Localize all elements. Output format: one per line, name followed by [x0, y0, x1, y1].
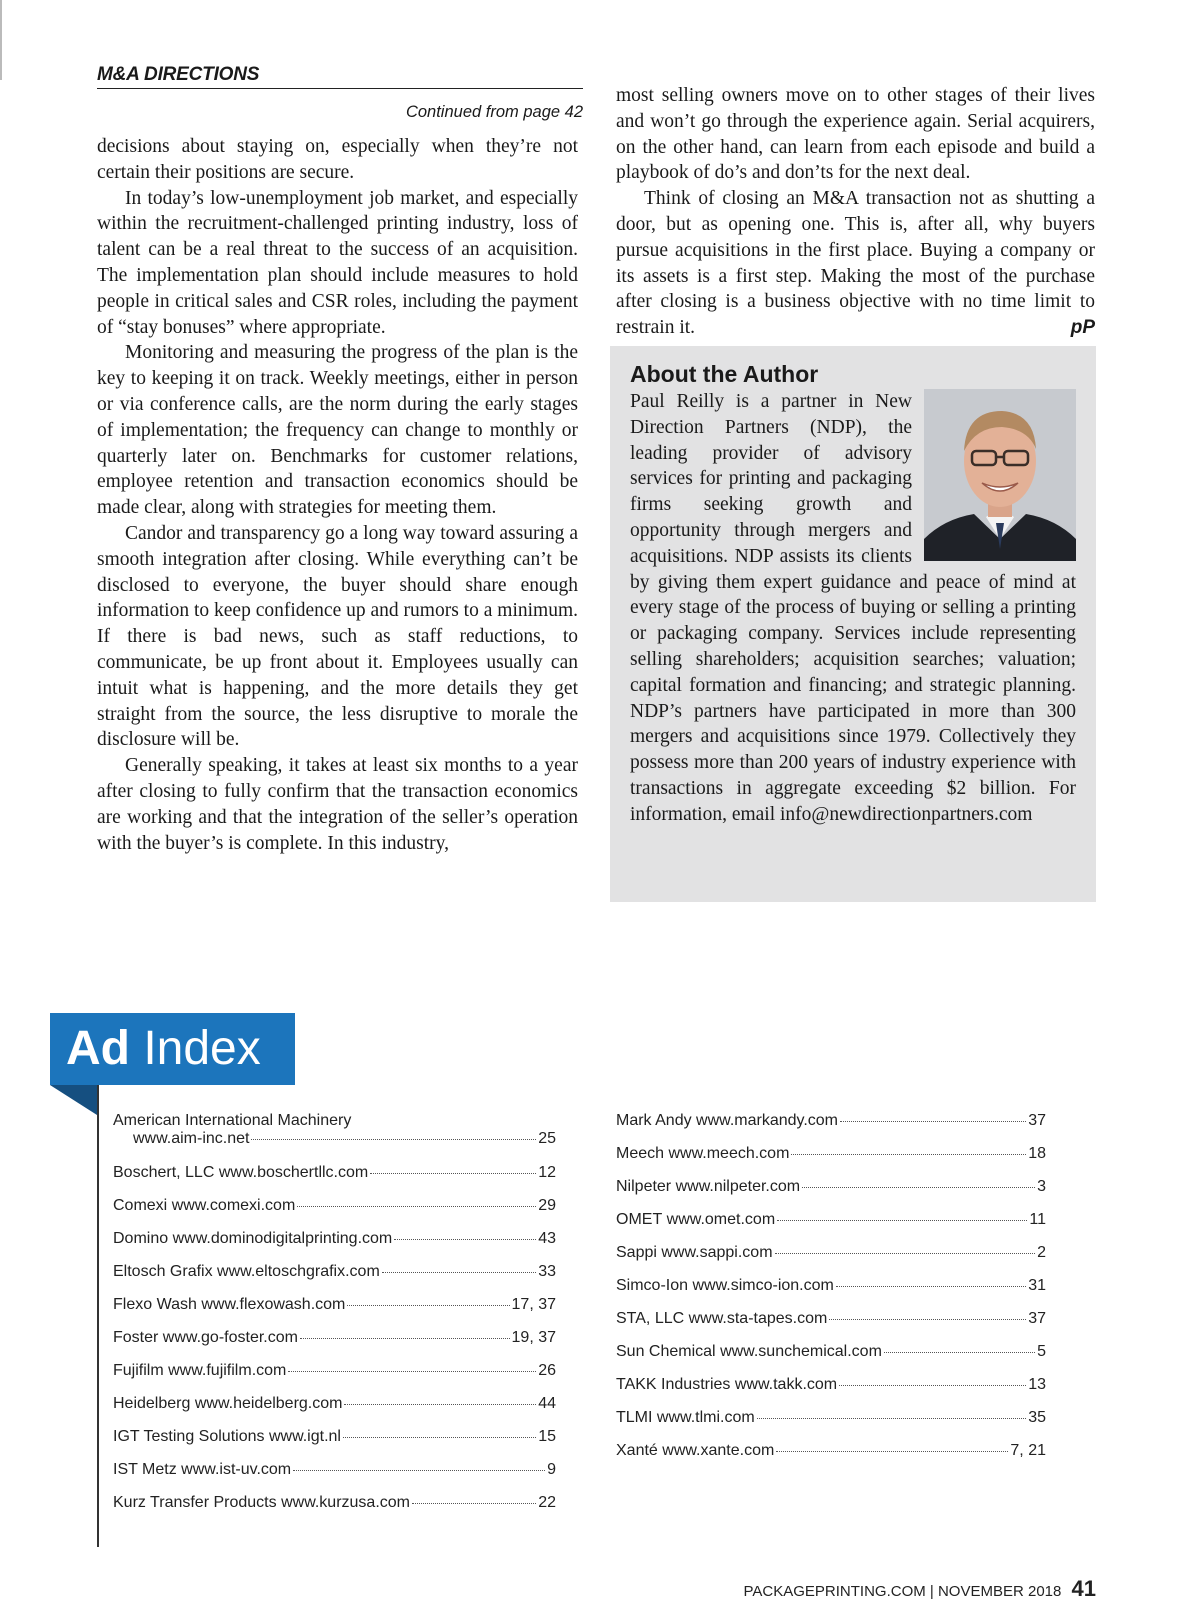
ad-index-title-light: Index [143, 1022, 261, 1075]
ad-entry-page: 35 [1028, 1409, 1046, 1426]
ad-entry-url: www.takk.com [734, 1376, 838, 1393]
ad-entry-name: Comexi [113, 1197, 168, 1214]
ad-entry-page: 29 [538, 1197, 556, 1214]
leader-dots [344, 1404, 536, 1405]
ad-entry-page: 11 [1029, 1211, 1046, 1228]
ad-entry-page: 22 [538, 1494, 556, 1511]
ad-entry-url: www.sappi.com [661, 1244, 773, 1261]
ad-entry-page: 37 [1028, 1112, 1046, 1129]
leader-dots [251, 1139, 536, 1140]
ad-entry-url: www.boschertllc.com [218, 1164, 369, 1181]
leader-dots [394, 1239, 536, 1240]
ad-entry [616, 1409, 1046, 1442]
article-paragraph: In today’s low-unemployment job market, and especially within the recruitment-challenged printing industry, loss of talent can be a real threat to the success of an acquisition. The implementation plan should include measures to hold people in critical sales and CSR roles, including the payment of “stay bonuses” where appropriate. [97, 187, 578, 338]
ad-entry-page: 44 [538, 1395, 556, 1412]
ad-entry-page: 3 [1037, 1178, 1046, 1195]
ad-entry-name: Xanté [616, 1442, 658, 1459]
ad-entry-page: 7, 21 [1010, 1442, 1046, 1459]
leader-dots [288, 1371, 536, 1372]
ad-entry-page: 12 [538, 1164, 556, 1181]
ad-entry-page: 26 [538, 1362, 556, 1379]
ad-entry-page: 9 [547, 1461, 556, 1478]
leader-dots [829, 1319, 1026, 1320]
ad-entry-name: Simco-Ion [616, 1277, 689, 1294]
ad-entry-name: IGT Testing Solutions [113, 1428, 265, 1445]
ad-entry-page: 37 [1028, 1310, 1046, 1327]
article-paragraph-text: Think of closing an M&A transaction not as shutting a door, but as opening one. This is, after all, why buyers pursue acquisitions in the first place. Buying a company or its assets is a first step. Making the most of the purchase after closing is a business objective with no time limit to restrain it. [616, 188, 1095, 339]
ad-entry-url: www.meech.com [668, 1145, 790, 1162]
leader-dots [791, 1154, 1026, 1155]
article-paragraph: Generally speaking, it takes at least six months to a year after closing to fully confirm that the transaction economics are working and that the integration of the seller’s operation with the buyer’s is complete. In this industry, [97, 755, 578, 854]
leader-dots [775, 1253, 1036, 1254]
ad-entry [113, 1230, 556, 1263]
ad-entry [616, 1211, 1046, 1244]
author-portrait [924, 389, 1076, 561]
leader-dots [370, 1173, 536, 1174]
ad-index-title-bold: Ad [66, 1022, 130, 1075]
ad-entry-name: TLMI [616, 1409, 653, 1426]
ad-entry [113, 1296, 556, 1329]
ad-entry [616, 1277, 1046, 1310]
ad-entry-url: www.tlmi.com [656, 1409, 755, 1426]
ad-entry-url: www.fujifilm.com [168, 1362, 287, 1379]
ad-entry-name: American International Machinery [113, 1112, 352, 1129]
signoff-mark: pP [1070, 317, 1095, 339]
leader-dots [840, 1121, 1026, 1122]
leader-dots [347, 1305, 509, 1306]
ad-entry [616, 1442, 1046, 1475]
ad-entry-name: OMET [616, 1211, 663, 1228]
ad-index-list-right [616, 1112, 1046, 1475]
ad-entry-url: www.ist-uv.com [181, 1461, 292, 1478]
ad-entry-name: Nilpeter [616, 1178, 672, 1195]
ad-index-rule [97, 1085, 99, 1547]
ad-entry-name: Kurz Transfer Products [113, 1494, 277, 1511]
leader-dots [884, 1352, 1035, 1353]
ad-entry-name: Flexo Wash [113, 1296, 197, 1313]
ad-entry [113, 1329, 556, 1362]
ad-entry-url: www.markandy.com [696, 1112, 839, 1129]
ad-entry [113, 1362, 556, 1395]
ad-entry-url: www.flexowash.com [201, 1296, 346, 1313]
ad-entry-url: www.eltoschgrafix.com [217, 1263, 380, 1280]
ad-entry [113, 1395, 556, 1428]
ad-entry-name: STA, LLC [616, 1310, 685, 1327]
ad-entry [113, 1263, 556, 1296]
article-paragraph: Candor and transparency go a long way toward assuring a smooth integration after closing. While everything can’t be disclosed to everyone, the buyer should share enough information to keep confidence up and rumors to a minimum. If there is bad news, such as staff reductions, to communicate, be up front about it. Employees usually can intuit what is happening, and the more details they get straight from the source, the less disruptive to morale the disclosure will be. [97, 522, 578, 751]
leader-dots [777, 1220, 1027, 1221]
ad-entry-url: www.go-foster.com [162, 1329, 298, 1346]
ad-entry-name: Foster [113, 1329, 159, 1346]
author-bio: Paul Reilly is a partner in New Direction Partners (NDP), the leading provider of advisory services for printing and packaging firms seeking growth and opportunity through mergers and acquisitions. NDP assists its clients by giving them expert guidance and peace of mind at every stage of the process of buying or selling a printing or packaging company. Services include representing selling shareholders; acquisition searches; valuation; capital formation and financing; and strategic planning. NDP’s partners have participated in more than 300 mergers and acquisitions since 1979. Collectively they possess more than 200 years of industry experience with transactions in aggregate exceeding $2 billion. For information, email info@newdirectionpartners.com [630, 391, 1076, 825]
ad-index-list-left [113, 1112, 556, 1527]
ad-entry-page: 17, 37 [511, 1296, 556, 1313]
ad-entry [113, 1461, 556, 1494]
ad-entry-name: Fujifilm [113, 1362, 164, 1379]
ad-entry-name: Meech [616, 1145, 665, 1162]
author-portrait-graphic [924, 389, 1076, 561]
leader-dots [412, 1503, 536, 1504]
article-paragraph-final [616, 186, 1095, 341]
ad-entry-name: IST Metz [113, 1461, 177, 1478]
ad-entry [113, 1112, 556, 1164]
ad-entry [616, 1112, 1046, 1145]
leader-dots [293, 1470, 545, 1471]
ad-entry-url: www.aim-inc.net [133, 1130, 250, 1147]
continued-note: Continued from page 42 [405, 103, 583, 121]
ad-entry-name: Sun Chemical [616, 1343, 716, 1360]
article-paragraph: decisions about staying on, especially when they’re not certain their positions are secure. [97, 136, 578, 183]
ad-entry [113, 1164, 556, 1197]
ad-entry [616, 1343, 1046, 1376]
article-right-column [616, 83, 1095, 341]
leader-dots [776, 1451, 1008, 1452]
ad-entry-name: Domino [113, 1230, 169, 1247]
about-author-box [610, 346, 1096, 902]
ad-entry-page: 43 [538, 1230, 556, 1247]
section-heading: M&A DIRECTIONS [97, 64, 583, 89]
leader-dots [382, 1272, 536, 1273]
ad-entry [616, 1145, 1046, 1178]
page-footer [743, 1576, 1096, 1602]
ad-entry-url: www.nilpeter.com [675, 1178, 801, 1195]
ad-entry-line [113, 1130, 556, 1148]
ad-entry-url: www.comexi.com [171, 1197, 296, 1214]
ad-entry-page: 19, 37 [511, 1329, 556, 1346]
ad-entry-page: 5 [1037, 1343, 1046, 1360]
ad-entry-page: 31 [1028, 1277, 1046, 1294]
leader-dots [836, 1286, 1026, 1287]
ad-entry [113, 1197, 556, 1230]
leader-dots [757, 1418, 1027, 1419]
page-number: 41 [1071, 1576, 1096, 1601]
leader-dots [343, 1437, 536, 1438]
ad-entry-url: www.xante.com [662, 1442, 775, 1459]
ad-entry-page: 33 [538, 1263, 556, 1280]
ad-entry-url: www.igt.nl [268, 1428, 341, 1445]
leader-dots [802, 1187, 1035, 1188]
ad-entry-url: www.dominodigitalprinting.com [172, 1230, 393, 1247]
page-edge-line [0, 0, 2, 80]
article-paragraph: most selling owners move on to other stages of their lives and won’t go through the experience again. Serial acquirers, on the other hand, can learn from each episode and build a playbook of do’s and don’ts for the next deal. [616, 85, 1095, 184]
ad-entry-url: www.kurzusa.com [281, 1494, 410, 1511]
ad-entry [616, 1310, 1046, 1343]
ad-entry-page: 25 [538, 1130, 556, 1147]
ad-entry-name: TAKK Industries [616, 1376, 731, 1393]
leader-dots [300, 1338, 510, 1339]
ad-entry-page: 2 [1037, 1244, 1046, 1261]
leader-dots [297, 1206, 536, 1207]
ad-entry-url: www.omet.com [666, 1211, 776, 1228]
ad-entry-url: www.sunchemical.com [720, 1343, 882, 1360]
ad-entry-name: Heidelberg [113, 1395, 191, 1412]
article-left-column [97, 134, 578, 856]
ad-entry [616, 1376, 1046, 1409]
ad-entry-name: Sappi [616, 1244, 657, 1261]
ad-entry [113, 1428, 556, 1461]
ad-index-banner [50, 1013, 295, 1085]
ad-entry [616, 1244, 1046, 1277]
leader-dots [839, 1385, 1026, 1386]
banner-fold-graphic [50, 1085, 98, 1115]
ad-entry-name: Mark Andy [616, 1112, 692, 1129]
ad-entry-page: 18 [1028, 1145, 1046, 1162]
ad-entry-url: www.sta-tapes.com [688, 1310, 828, 1327]
ad-entry-url: www.simco-ion.com [692, 1277, 834, 1294]
ad-entry-url: www.heidelberg.com [194, 1395, 343, 1412]
article-paragraph: Monitoring and measuring the progress of the plan is the key to keeping it on track. Weekly meetings, either in person or via conference calls, are the norm during the early stages of implementation; the frequency can change to monthly or quarterly later on. Benchmarks for customer relations, employee retention and transaction economics should be made clear, along with strategies for meeting them. [97, 342, 578, 519]
footer-publication: PACKAGEPRINTING.COM | NOVEMBER 2018 [743, 1583, 1062, 1600]
author-box-title: About the Author [630, 361, 819, 387]
ad-entry-name: Eltosch Grafix [113, 1263, 213, 1280]
ad-entry [616, 1178, 1046, 1211]
ad-entry-name: Boschert, LLC [113, 1164, 215, 1181]
ad-entry [113, 1494, 556, 1527]
ad-entry-page: 15 [538, 1428, 556, 1445]
ad-entry-page: 13 [1028, 1376, 1046, 1393]
